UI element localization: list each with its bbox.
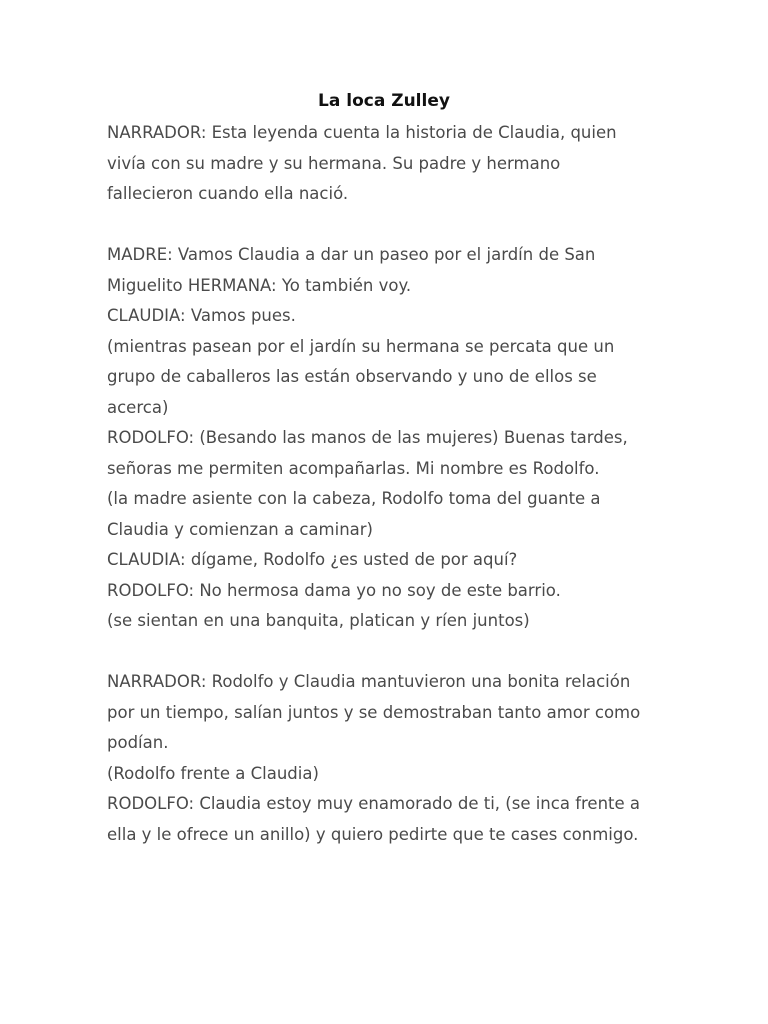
text-line: (mientras pasean por el jardín su hermana se percata que un [107,336,615,356]
text-line: CLAUDIA: dígame, Rodolfo ¿es usted de por aquí? [107,550,518,569]
text-line: vivía con su madre y su hermana. Su padre y hermano [107,153,561,173]
document-body [107,118,667,850]
text-line: RODOLFO: No hermosa dama yo no soy de este barrio. [107,580,561,600]
text-line: acerca) [107,397,169,417]
text-line: NARRADOR: Esta leyenda cuenta la historia de Claudia, quien [107,123,617,142]
text-line: MADRE: Vamos Claudia a dar un paseo por el jardín de San [107,245,596,264]
document-title: La loca Zulley [318,91,450,111]
text-line: grupo de caballeros las están observando y uno de ellos se [107,367,597,386]
text-line: Claudia y comienzan a caminar) [107,519,373,539]
text-line: (Rodolfo frente a Claudia) [107,763,319,783]
text-line: (se sientan en una banquita, platican y ríen juntos) [107,611,530,630]
text-line: (la madre asiente con la cabeza, Rodolfo toma del guante a [107,489,601,508]
text-line: por un tiempo, salían juntos y se demostraban tanto amor como [107,702,641,722]
text-line: RODOLFO: (Besando las manos de las mujeres) Buenas tardes, [107,428,628,447]
text-line: fallecieron cuando ella nació. [107,184,349,203]
text-line: CLAUDIA: Vamos pues. [107,306,296,325]
text-line: podían. [107,733,169,752]
text-line: NARRADOR: Rodolfo y Claudia mantuvieron una bonita relación [107,672,631,691]
text-line: señoras me permiten acompañarlas. Mi nombre es Rodolfo. [107,458,600,478]
text-line: ella y le ofrece un anillo) y quiero pedirte que te cases conmigo. [107,824,639,844]
text-line: Miguelito HERMANA: Yo también voy. [107,275,412,295]
blank-line [107,210,667,241]
text-line: RODOLFO: Claudia estoy muy enamorado de ti, (se inca frente a [107,794,641,813]
blank-line [107,637,667,668]
